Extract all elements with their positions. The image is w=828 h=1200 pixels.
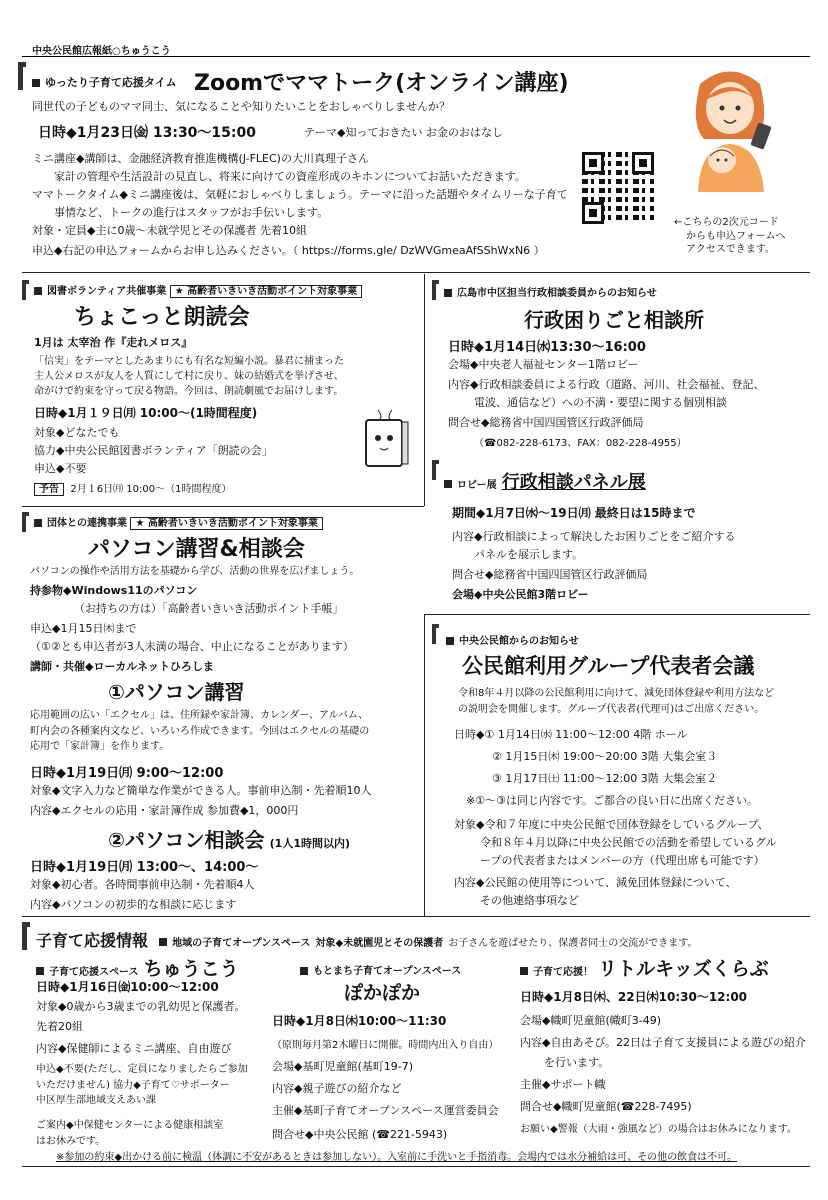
panel-venue: 会場◆中央公民館3階ロビー <box>452 588 589 601</box>
divider <box>424 614 425 916</box>
pc-section <box>22 512 422 916</box>
rodoku-section <box>22 280 422 500</box>
chukou-apply: 申込◆不要(ただし、定員になりましたらご参加 いただけません) 協力◆子育て♡サポーター 中区厚生部地域支えあい課 <box>36 1064 248 1106</box>
rodoku-tag: 図書ボランティア共催事業 ★ 高齢者いきいき活動ポイント対象事業 <box>34 282 362 297</box>
littlekids-date: 日時◆1月8日㈭、22日㈭10:30～12:00 <box>520 990 748 1004</box>
pc-apply2: （①②とも申込者が3人未満の場合、中止になることがあります） <box>30 640 354 653</box>
group-date2: ② 1月15日㈭ 19:00～20:00 3階 大集会室３ <box>492 750 718 763</box>
kosodate-section <box>22 922 812 1172</box>
pc-bring2: （お持ちの方は）「高齢者いきいき活動ポイント手帳」 <box>74 602 344 615</box>
zoom-mini2: 家計の管理や生活設計の見直し、将来に向けての資産形成のキホンについてお話いただきます。 <box>54 170 526 183</box>
zoom-title: Zoomでママトーク(オンライン講座) <box>194 71 569 96</box>
littlekids-heading: 子育て応援！ リトルキッズくらぶ <box>520 954 769 981</box>
zoom-date: 日時◆1月23日㈮ 13:30～15:00 <box>38 125 256 141</box>
zoom-apply: 申込◆右記の申込フォームからお申し込みください。（ https://forms.gle/ DzWVGmeaAfSShWxN6 ） <box>32 244 545 257</box>
zoom-tag: ゆったり子育て応援タイム <box>32 74 177 90</box>
littlekids-venue: 会場◆幟町児童館(幟町3-49) <box>520 1014 662 1027</box>
rodoku-date: 日時◆1月１９日㈪ 10:00～(1時間程度) <box>34 406 258 420</box>
gyosei-section <box>432 280 812 450</box>
panel-period: 期間◆1月7日㈬～19日㈪ 最終日は15時まで <box>452 506 696 520</box>
pokapoka-note: （原則毎月第2木曜日に開催。時間内出入り自由） <box>272 1040 499 1051</box>
pc-tag: 団体との連携事業 ★ 高齢者いきいき活動ポイント対象事業 <box>34 514 323 529</box>
pc-title: パソコン講習&相談会 <box>88 537 305 562</box>
zoom-mama2: 事情など、トークの進行はスタッフがお手伝いします。 <box>54 206 329 219</box>
rodoku-title: ちょこっと朗読会 <box>74 305 250 330</box>
zoom-target: 対象・定員◆主に0歳～未就学児とその保護者 先着10組 <box>32 224 307 237</box>
divider <box>424 614 810 615</box>
qr-code[interactable] <box>582 152 654 224</box>
divider <box>424 274 425 506</box>
chukou-target2: 先着20組 <box>36 1020 83 1033</box>
pc-course2-target: 対象◆初心者。各時間事前申込制・先着順4人 <box>30 878 255 891</box>
littlekids-content1: 内容◆自由あそび。22日は子育て支援員による遊びの紹介 <box>520 1036 807 1049</box>
group-target1: 対象◆令和７年度に中央公民館で団体登録をしているグループ、 <box>454 818 769 831</box>
rodoku-target: 対象◆どなたでも <box>34 426 120 439</box>
participation-rules: ※参加の約束◆出かける前に検温（体調に不安があるときは参加しない）。入室前に手洗いと手指消毒。会場内では水分補給は可、その他の飲食は不可。 <box>56 1152 738 1163</box>
littlekids-content2: を行います。 <box>544 1056 610 1069</box>
zoom-lead: 同世代の子どものママ同士、気になることや知りたいことをおしゃべりしませんか？ <box>32 100 450 113</box>
bracket-decoration <box>18 62 26 90</box>
group-tag: 中央公民館からのお知らせ <box>446 632 579 647</box>
rodoku-apply: 申込◆不要 <box>34 462 87 475</box>
gyosei-venue: 会場◆中央老人福祉センター1階ロビー <box>448 358 639 371</box>
littlekids-request: お願い◆警報（大雨・強風など）の場合はお休みになります。 <box>520 1124 797 1135</box>
group-content2: その他連絡事項など <box>480 894 579 907</box>
point-badge: ★ 高齢者いきいき活動ポイント対象事業 <box>130 517 322 530</box>
panel-heading: ロビー展 行政相談パネル展 <box>444 468 646 494</box>
zoom-theme: テーマ◆知っておきたい お金のおはなし <box>304 126 503 139</box>
pokapoka-venue: 会場◆基町児童館(基町19-7) <box>272 1060 414 1073</box>
group-note: ※①～③は同じ内容です。ご都合の良い日に出席ください。 <box>466 794 759 807</box>
gyosei-contact2: （☎082-228-6173、FAX：082-228-4955） <box>474 438 687 449</box>
divider <box>22 506 424 507</box>
chukou-target1: 対象◆0歳から3歳までの乳幼児と保護者。 <box>36 1000 246 1013</box>
group-date3: ③ 1月17日㈯ 11:00～12:00 3階 大集会室２ <box>492 772 718 785</box>
pc-apply1: 申込◆1月15日㈭まで <box>30 622 137 635</box>
divider <box>22 1166 810 1167</box>
pokapoka-tag: もとまち子育てオープンスペース <box>300 962 461 977</box>
pc-lecturer: 講師・共催◆ローカルネットひろしま <box>30 660 214 673</box>
group-date1: 日時◆① 1月14日㈬ 11:00～12:00 4階 ホール <box>454 728 688 741</box>
chukou-content: 内容◆保健師によるミニ講座、自由遊び <box>36 1042 232 1055</box>
rodoku-book: 1月は 太宰治 作『走れメロス』 <box>34 336 193 349</box>
zoom-mini1: ミニ講座◆講師は、金融経済教育推進機構(J-FLEC)の大川真理子さん <box>32 152 369 165</box>
gyosei-tag: 広島市中区担当行政相談委員からのお知らせ <box>444 284 657 299</box>
group-target3: ープの代表者またはメンバーの方（代理出席も可能です） <box>480 854 765 867</box>
book-mascot-illustration <box>356 406 416 470</box>
pc-lead: パソコンの操作や活用方法を基礎から学び、活動の世界を広げましょう。 <box>30 566 360 577</box>
pc-course2-content: 内容◆パソコンの初歩的な相談に応じます <box>30 898 237 911</box>
group-title: 公民館利用グループ代表者会議 <box>462 654 755 678</box>
newsletter-header: 中央公民館広報紙○ちゅうこう <box>32 46 171 57</box>
pokapoka-content: 内容◆親子遊びの紹介など <box>272 1082 402 1095</box>
group-lead: 令和8年４月以降の公民館利用に向けて、減免団体登録や利用方法など の説明会を開催します。グループ代表者(代理可)はご出席ください。 <box>458 688 775 715</box>
chukou-info: ご案内◆中保健センターによる健康相談室 はお休みです。 <box>36 1120 224 1147</box>
gyosei-content2: 電波、通信など）への不満・要望に関する個別相談 <box>474 396 727 409</box>
gyosei-title: 行政困りごと相談所 <box>524 308 704 332</box>
pokapoka-title: ぽかぽか <box>344 982 421 1004</box>
pokapoka-date: 日時◆1月8日㈭10:00～11:30 <box>272 1014 447 1028</box>
point-badge: ★ 高齢者いきいき活動ポイント対象事業 <box>170 285 362 298</box>
pc-bring1: 持参物◆Windows11のパソコン <box>30 584 198 597</box>
littlekids-host: 主催◆サポート幟 <box>520 1078 606 1091</box>
group-target2: 令和８年４月以降に中央公民館での活動を希望しているグル <box>480 836 777 849</box>
pc-course2-date: 日時◆1月19日㈪ 13:00～、14:00～ <box>30 860 259 875</box>
rodoku-desc: 「信実」をテーマとしたあまりにも有名な短編小説。暴君に捕まった 主人公メロスが友人を人質にして村に戻り、妹の結婚式を挙げさせ、 命がけで約束を守って戻る物語。今回は、朗読劇風でお届けします。 <box>34 356 344 397</box>
chukou-heading: 子育て応援スペース ちゅうこう <box>36 954 239 981</box>
pokapoka-contact: 問合せ◆中央公民館 (☎221-5943) <box>272 1128 448 1141</box>
panel-section <box>432 460 812 610</box>
littlekids-contact: 問合せ◆幟町児童館(☎228-7495) <box>520 1100 692 1113</box>
group-content1: 内容◆公民館の使用等について、減免団体登録について、 <box>454 876 737 889</box>
pc-course2-title: ②パソコン相談会 (1人1時間以内) <box>108 828 351 852</box>
mother-baby-illustration <box>670 64 790 194</box>
group-section <box>432 624 812 914</box>
zoom-mama1: ママトークタイム◆ミニ講座後は、気軽におしゃべりしましょう。テーマに沿った話題やタイムリーな子育て <box>32 188 568 201</box>
gyosei-content1: 内容◆行政相談委員による行政（道路、河川、社会福祉、登記、 <box>448 378 765 391</box>
panel-contact: 問合せ◆総務省中国四国管区行政評価局 <box>452 568 648 581</box>
divider <box>22 272 810 273</box>
pc-course1-target: 対象◆文字入力など簡単な作業ができる人。事前申込制・先着順10人 <box>30 784 372 797</box>
divider <box>22 916 810 917</box>
rodoku-coop: 協力◆中央公民館図書ボランティア「朗読の会」 <box>34 444 273 457</box>
pokapoka-host: 主催◆基町子育てオープンスペース運営委員会 <box>272 1104 499 1117</box>
pc-course1-content: 内容◆エクセルの応用・家計簿作成 参加費◆1，000円 <box>30 804 299 817</box>
kosodate-heading: 子育て応援情報 地域の子育てオープンスペース 対象◆未就園児とその保護者 お子さんを遊ばせたり、保護者同士の交流ができます。 <box>36 931 698 950</box>
divider <box>22 56 810 57</box>
gyosei-contact1: 問合せ◆総務省中国四国管区行政評価局 <box>448 416 644 429</box>
gyosei-date: 日時◆1月14日㈬13:30～16:00 <box>448 340 646 355</box>
qr-note: ←こちらの2次元コード からも申込フォームへ アクセスできます。 <box>674 217 786 255</box>
panel-content2: パネルを展示します。 <box>474 548 584 561</box>
pc-course1-date: 日時◆1月19日㈪ 9:00～12:00 <box>30 766 224 781</box>
chukou-date: 日時◆1月16日㈮10:00～12:00 <box>36 980 219 994</box>
rodoku-notice: 予告 2月１6日㈪ 10:00～（1時間程度） <box>34 480 231 495</box>
pc-course1-title: ①パソコン講習 <box>108 680 245 704</box>
pc-course1-desc: 応用範囲の広い「エクセル」は、住所録や家計簿、カレンダー、アルバム、 町内会の各種案内文など、いろいろ作成できます。今回はエクセルの基礎の 応用で「家計簿」を作ります。 <box>30 710 370 752</box>
panel-content1: 内容◆行政相談によって解決したお困りごとをご紹介する <box>452 530 736 543</box>
